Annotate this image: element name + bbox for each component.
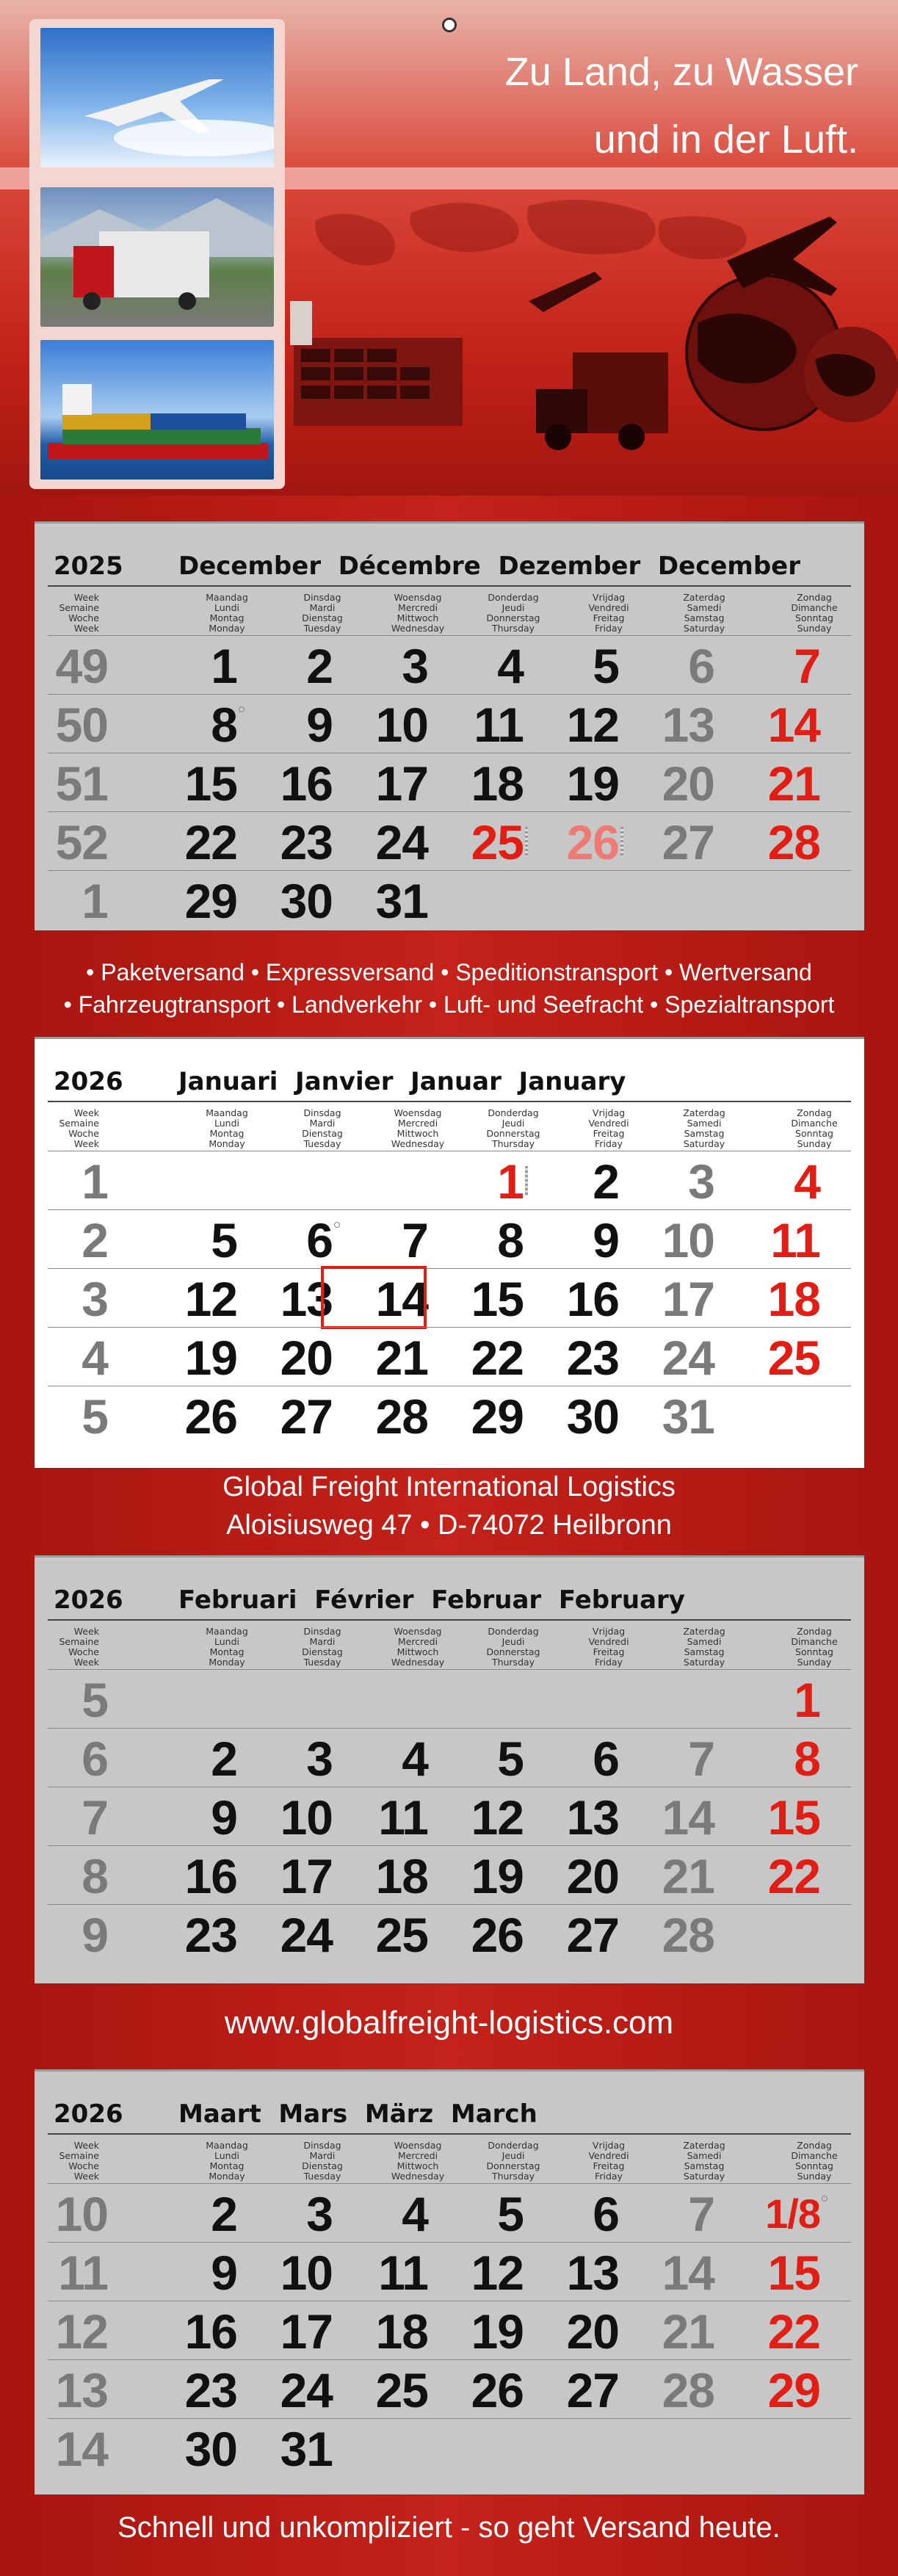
weekday-header-sun: Zondag Dimanche Sonntag Sunday <box>791 1626 838 1668</box>
day-fri: 27 <box>566 1908 619 1962</box>
day-mon: 16 <box>184 2304 237 2359</box>
slogan: Schnell und unkompliziert - so geht Versand heute. <box>117 2511 781 2544</box>
month-names: Februari Février Februar February <box>178 1585 685 1615</box>
day-thu: 5 <box>497 2187 524 2241</box>
week-row <box>48 1728 851 1787</box>
day-tue: 17 <box>280 1849 333 1903</box>
day-sun: 14 <box>767 698 820 752</box>
day-tue <box>230 1670 333 1728</box>
week-row <box>48 1327 851 1386</box>
day-sat: 17 <box>662 1272 714 1326</box>
day-sun: 11 <box>770 1213 820 1267</box>
day-fri: 9 <box>593 1213 619 1267</box>
week-number: 14 <box>55 2422 108 2476</box>
day-mon: 5 <box>211 1213 237 1267</box>
day-mon: 23 <box>184 2363 237 2417</box>
day-mon <box>134 1151 237 1209</box>
weekday-header-sat: Zaterdag Samedi Samstag Saturday <box>683 1107 725 1149</box>
day-tue: 13 <box>280 1272 333 1326</box>
week-row <box>48 2242 851 2301</box>
weekday-header-thu: Donderdag Jeudi Donnerstag Thursday <box>486 1107 540 1149</box>
weekday-header-wed: Woensdag Mercredi Mittwoch Wednesday <box>391 1107 445 1149</box>
weekday-header-tue: Dinsdag Mardi Dienstag Tuesday <box>302 1107 343 1149</box>
weekday-header-tue: Dinsdag Mardi Dienstag Tuesday <box>302 2140 343 2182</box>
day-wed: 4 <box>402 1732 428 1786</box>
week-number: 1 <box>82 1154 108 1209</box>
month-header <box>54 2099 847 2129</box>
day-wed: 31 <box>375 874 428 928</box>
day-fri: 26 <box>566 815 619 869</box>
month-year: 2026 <box>54 2099 123 2129</box>
day-fri: 23 <box>566 1331 619 1385</box>
day-tue: 10 <box>280 1790 333 1845</box>
week-row <box>48 1669 851 1728</box>
header-rule <box>48 1619 851 1621</box>
day-fri <box>516 2419 619 2477</box>
day-sat: 28 <box>662 1908 714 1962</box>
week-number: 4 <box>82 1331 108 1385</box>
week-number: 3 <box>82 1272 108 1326</box>
week-number: 5 <box>82 1389 108 1444</box>
weekday-header-mon: Maandag Lundi Montag Monday <box>206 1107 248 1149</box>
day-wed: 21 <box>375 1331 428 1385</box>
day-fri: 6 <box>593 2187 619 2241</box>
day-wed <box>325 2419 428 2477</box>
week-number: 7 <box>82 1790 108 1845</box>
weekday-header-week: Week Semaine Woche Week <box>59 2140 99 2182</box>
day-fri: 27 <box>566 2363 619 2417</box>
week-row <box>48 2359 851 2418</box>
company-address: Aloisiusweg 47 • D-74072 Heilbronn <box>226 1510 672 1541</box>
weekday-header-week: Week Semaine Woche Week <box>59 1626 99 1668</box>
day-sun: 7 <box>794 639 820 693</box>
day-tue: 24 <box>280 1908 333 1962</box>
day-wed: 11 <box>378 2246 428 2300</box>
day-sun: 22 <box>767 1849 820 1903</box>
truck-photo <box>40 187 274 327</box>
day-sun <box>717 1386 820 1444</box>
day-sat: 14 <box>662 1790 714 1845</box>
day-fri <box>516 1670 619 1728</box>
day-thu: 26 <box>471 1908 524 1962</box>
day-fri: 2 <box>593 1154 619 1209</box>
day-fri: 12 <box>566 698 619 752</box>
day-fri: 16 <box>566 1272 619 1326</box>
day-tue: 2 <box>306 639 333 693</box>
day-sun <box>717 871 820 929</box>
day-wed: 17 <box>375 756 428 811</box>
week-number: 8 <box>82 1849 108 1903</box>
day-fri: 5 <box>593 639 619 693</box>
day-sat: 13 <box>662 698 714 752</box>
week-number: 50 <box>55 698 108 752</box>
month-march-2026 <box>35 2069 864 2494</box>
current-day-marker[interactable] <box>321 1266 427 1329</box>
day-fri: 6 <box>593 1732 619 1786</box>
day-sat: 10 <box>662 1213 714 1267</box>
day-sun: 29 <box>767 2363 820 2417</box>
day-mon: 26 <box>184 1389 237 1444</box>
day-thu: 29 <box>471 1389 524 1444</box>
weekday-header-week: Week Semaine Woche Week <box>59 592 99 634</box>
weekday-header-thu: Donderdag Jeudi Donnerstag Thursday <box>486 2140 540 2182</box>
week-row <box>48 2418 851 2477</box>
day-wed: 28 <box>375 1389 428 1444</box>
day-mon: 9 <box>211 2246 237 2300</box>
day-tue: 10 <box>280 2246 333 2300</box>
month-header <box>54 551 847 581</box>
day-sat: 6 <box>688 639 714 693</box>
week-number: 12 <box>55 2304 108 2359</box>
month-january-2026 <box>35 1037 864 1468</box>
day-thu <box>421 2419 524 2477</box>
month-names: Januari Janvier Januar January <box>178 1067 626 1096</box>
day-tue: 16 <box>280 756 333 811</box>
week-number: 6 <box>82 1732 108 1786</box>
day-thu: 5 <box>497 1732 524 1786</box>
day-sat: 20 <box>662 756 714 811</box>
weekday-header-wed: Woensdag Mercredi Mittwoch Wednesday <box>391 2140 445 2182</box>
day-tue: 30 <box>280 874 333 928</box>
week-row <box>48 1904 851 1963</box>
weekday-header-fri: Vrijdag Vendredi Freitag Friday <box>588 592 629 634</box>
day-fri: 20 <box>566 1849 619 1903</box>
day-tue: 6 <box>306 1213 333 1267</box>
header-image-area <box>0 0 898 496</box>
day-thu: 18 <box>471 756 524 811</box>
day-tue: 31 <box>280 2422 333 2476</box>
day-thu: 12 <box>471 1790 524 1845</box>
hanging-hole <box>442 18 457 32</box>
weekday-header-mon: Maandag Lundi Montag Monday <box>206 1626 248 1668</box>
week-number: 9 <box>82 1908 108 1962</box>
day-tue: 3 <box>306 1732 333 1786</box>
airplane-photo <box>40 28 274 167</box>
moon-phase-icon <box>822 2196 828 2201</box>
month-names: Maart Mars März March <box>178 2099 537 2129</box>
day-sat: 21 <box>662 2304 714 2359</box>
day-sun: 1 <box>794 1673 820 1727</box>
header-rule <box>48 2133 851 2135</box>
day-wed: 7 <box>402 1213 428 1267</box>
day-sat: 7 <box>688 2187 714 2241</box>
day-sun: 28 <box>767 815 820 869</box>
day-tue: 9 <box>306 698 333 752</box>
day-thu: 11 <box>474 698 524 752</box>
weekday-header-tue: Dinsdag Mardi Dienstag Tuesday <box>302 592 343 634</box>
day-sat: 21 <box>662 1849 714 1903</box>
month-february-2026 <box>35 1555 864 1983</box>
day-wed: 18 <box>375 2304 428 2359</box>
day-mon: 19 <box>184 1331 237 1385</box>
day-tue: 3 <box>306 2187 333 2241</box>
weekday-header-mon: Maandag Lundi Montag Monday <box>206 2140 248 2182</box>
day-sat: 28 <box>662 2363 714 2417</box>
day-sun <box>717 1905 820 1963</box>
day-thu: 12 <box>471 2246 524 2300</box>
day-tue: 24 <box>280 2363 333 2417</box>
day-mon: 2 <box>211 1732 237 1786</box>
day-sat <box>612 1670 714 1728</box>
day-mon: 30 <box>184 2422 237 2476</box>
header-rule <box>48 1101 851 1102</box>
weekday-header-mon: Maandag Lundi Montag Monday <box>206 592 248 634</box>
weekday-header-wed: Woensdag Mercredi Mittwoch Wednesday <box>391 1626 445 1668</box>
day-mon: 12 <box>184 1272 237 1326</box>
week-number: 13 <box>55 2363 108 2417</box>
day-tue <box>230 1151 333 1209</box>
weekday-header-sun: Zondag Dimanche Sonntag Sunday <box>791 2140 838 2182</box>
month-year: 2025 <box>54 551 123 581</box>
day-sat: 31 <box>662 1389 714 1444</box>
day-mon: 22 <box>184 815 237 869</box>
header-rule <box>48 585 851 587</box>
week-number: 49 <box>55 639 108 693</box>
day-sun: 8 <box>794 1732 820 1786</box>
day-wed: 24 <box>375 815 428 869</box>
day-mon: 29 <box>184 874 237 928</box>
day-sat: 24 <box>662 1331 714 1385</box>
day-wed: 18 <box>375 1849 428 1903</box>
weekday-header-tue: Dinsdag Mardi Dienstag Tuesday <box>302 1626 343 1668</box>
day-wed: 25 <box>375 1908 428 1962</box>
weekday-header-sat: Zaterdag Samedi Samstag Saturday <box>683 1626 725 1668</box>
day-fri: 13 <box>566 1790 619 1845</box>
week-row <box>48 1787 851 1845</box>
week-row <box>48 1209 851 1268</box>
weekday-header-sun: Zondag Dimanche Sonntag Sunday <box>791 592 838 634</box>
day-tue: 23 <box>280 815 333 869</box>
weekday-header-sat: Zaterdag Samedi Samstag Saturday <box>683 2140 725 2182</box>
week-row <box>48 753 851 811</box>
week-number: 5 <box>82 1673 108 1727</box>
week-number: 51 <box>55 756 108 811</box>
day-thu: 25 <box>471 815 524 869</box>
services-line2: • Fahrzeugtransport • Landverkehr • Luft- und Seefracht • Spezialtransport <box>63 991 835 1018</box>
day-sun: 4 <box>794 1154 820 1209</box>
day-wed: 4 <box>402 2187 428 2241</box>
day-wed: 10 <box>375 698 428 752</box>
services-line1: • Paketversand • Expressversand • Speditionstransport • Wertversand <box>86 959 812 985</box>
headline-line2: und in der Luft. <box>593 117 858 162</box>
weekday-header-week: Week Semaine Woche Week <box>59 1107 99 1149</box>
month-names: December Décembre Dezember December <box>178 551 801 581</box>
day-thu <box>421 1670 524 1728</box>
week-number: 11 <box>58 2246 108 2300</box>
weekday-header-fri: Vrijdag Vendredi Freitag Friday <box>588 1107 629 1149</box>
day-thu: 26 <box>471 2363 524 2417</box>
weekday-header-sun: Zondag Dimanche Sonntag Sunday <box>791 1107 838 1149</box>
day-fri: 20 <box>566 2304 619 2359</box>
weekday-header-thu: Donderdag Jeudi Donnerstag Thursday <box>486 592 540 634</box>
weekday-header-wed: Woensdag Mercredi Mittwoch Wednesday <box>391 592 445 634</box>
day-sun: 1/8 <box>765 2190 820 2237</box>
day-fri: 13 <box>566 2246 619 2300</box>
month-year: 2026 <box>54 1067 123 1096</box>
weekday-header-fri: Vrijdag Vendredi Freitag Friday <box>588 2140 629 2182</box>
day-sun <box>717 2419 820 2477</box>
day-tue: 17 <box>280 2304 333 2359</box>
day-sun: 22 <box>767 2304 820 2359</box>
day-sun: 15 <box>767 1790 820 1845</box>
week-row <box>48 1268 851 1327</box>
headline-line1: Zu Land, zu Wasser <box>504 50 858 94</box>
weekday-header-thu: Donderdag Jeudi Donnerstag Thursday <box>486 1626 540 1668</box>
day-fri: 19 <box>566 756 619 811</box>
day-fri <box>516 871 619 929</box>
day-wed: 14 <box>375 1272 428 1326</box>
day-thu: 4 <box>497 639 524 693</box>
day-mon: 9 <box>211 1790 237 1845</box>
week-number: 52 <box>55 815 108 869</box>
month-header <box>54 1067 847 1096</box>
weekday-header-sat: Zaterdag Samedi Samstag Saturday <box>683 592 725 634</box>
day-mon: 8 <box>211 698 237 752</box>
day-mon: 16 <box>184 1849 237 1903</box>
day-mon: 1 <box>211 639 237 693</box>
week-row <box>48 635 851 694</box>
day-sun: 15 <box>767 2246 820 2300</box>
day-sat: 14 <box>662 2246 714 2300</box>
day-sun: 25 <box>767 1331 820 1385</box>
day-wed <box>325 1670 428 1728</box>
day-thu: 19 <box>471 2304 524 2359</box>
day-thu: 19 <box>471 1849 524 1903</box>
week-row <box>48 2183 851 2242</box>
weekday-header-fri: Vrijdag Vendredi Freitag Friday <box>588 1626 629 1668</box>
website-url: www.globalfreight-logistics.com <box>224 2005 674 2041</box>
day-mon: 15 <box>184 756 237 811</box>
week-row <box>48 2301 851 2359</box>
week-number: 10 <box>55 2187 108 2241</box>
day-thu: 1 <box>497 1154 524 1209</box>
day-sun: 21 <box>767 756 820 811</box>
day-mon: 23 <box>184 1908 237 1962</box>
company-name: Global Freight International Logistics <box>222 1472 676 1502</box>
week-row <box>48 694 851 753</box>
day-tue: 20 <box>280 1331 333 1385</box>
week-row <box>48 870 851 929</box>
day-sat: 7 <box>688 1732 714 1786</box>
day-sat <box>612 871 714 929</box>
day-thu: 22 <box>471 1331 524 1385</box>
week-row <box>48 811 851 870</box>
day-fri: 30 <box>566 1389 619 1444</box>
day-wed: 25 <box>375 2363 428 2417</box>
day-wed: 11 <box>378 1790 428 1845</box>
day-sat: 3 <box>688 1154 714 1209</box>
day-wed <box>325 1151 428 1209</box>
day-thu: 8 <box>497 1213 524 1267</box>
day-sat <box>612 2419 714 2477</box>
day-thu: 15 <box>471 1272 524 1326</box>
week-row <box>48 1845 851 1904</box>
day-tue: 27 <box>280 1389 333 1444</box>
cargo-ship-photo <box>40 340 274 480</box>
week-row <box>48 1151 851 1209</box>
day-thu <box>421 871 524 929</box>
day-sun: 18 <box>767 1272 820 1326</box>
week-number: 2 <box>82 1213 108 1267</box>
day-mon <box>134 1670 237 1728</box>
week-row <box>48 1386 851 1444</box>
month-header <box>54 1585 847 1615</box>
month-year: 2026 <box>54 1585 123 1615</box>
week-number: 1 <box>82 874 108 928</box>
day-sat: 27 <box>662 815 714 869</box>
day-mon: 2 <box>211 2187 237 2241</box>
day-wed: 3 <box>402 639 428 693</box>
month-december-2025 <box>35 521 864 930</box>
